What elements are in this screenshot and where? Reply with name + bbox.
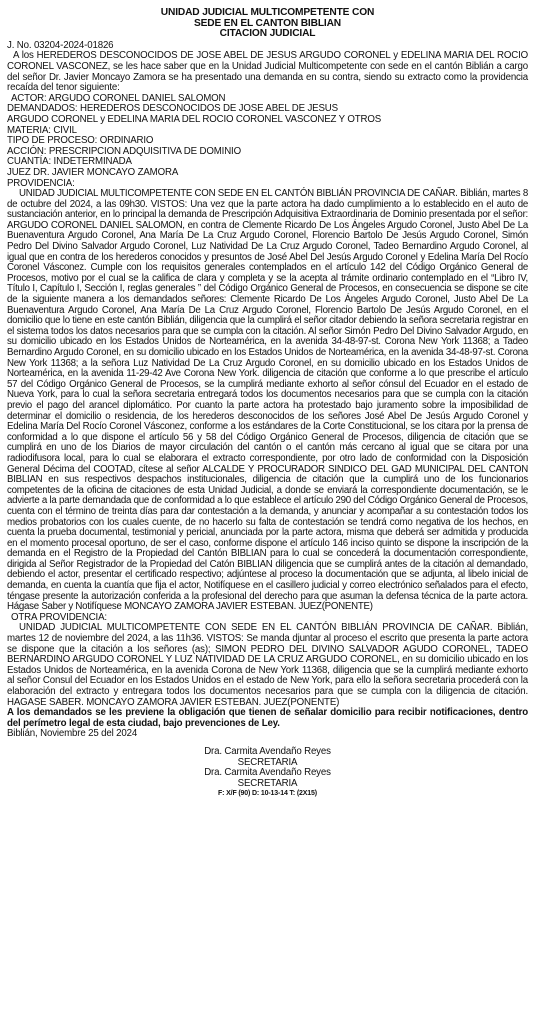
header-line-1: UNIDAD JUDICIAL MULTICOMPETENTE CON: [160, 7, 375, 18]
signature-1-title: SECRETARIA: [237, 756, 298, 768]
field-cuantia: CUANTÍA: INDETERMINADA: [7, 156, 132, 168]
signature-2-name: Dra. Carmita Avendaño Reyes: [204, 767, 331, 779]
field-juez: JUEZ DR. JAVIER MONCAYO ZAMORA: [7, 166, 179, 178]
providencia-2: UNIDAD JUDICIAL MULTICOMPETENTE CON SEDE EN EL CANTÓN BIBLIÁN PROVINCIA DE CAÑAR. Biblián, martes 12 de noviembre del 2024, a las 11h36. VISTOS: Se manda djuntar al proceso el escrito que presenta la parte actora se dispone que la citación a los señores (as); SIMON PEDRO DEL DIVINO SALVADOR AGUDO CORONEL, TADEO BERNARDINO ARGUDO CORONEL Y LUZ NATIVIDAD DE LA CRUZ ARGUDO CORONEL, en su domicilio ubicado en los Estados Unidos de Norteamérica, en la avenida Corona de New York 11368, diligencia que se la cumplirá mediante exhorto al señor Consul del Ecuador en los Estados Unidos en el estado de New York, para ello la señora secretaria procederá con la elaboración del extracto y entregara todos los documentos necesarios para que se cumpla con la diligencia de citación. HAGASE SABER. MONCAYO ZAMORA JAVIER ESTEBAN. JUEZ(PONENTE): [7, 622, 528, 708]
field-demandados-cont: ARGUDO CORONEL y EDELINA MARIA DEL ROCIO CORONEL VASCONEZ Y OTROS: [7, 113, 382, 125]
field-accion: ACCIÓN: PRESCRIPCION ADQUISITIVA DE DOMINIO: [7, 145, 241, 157]
case-fields: [7, 94, 528, 189]
field-tipo-proceso: TIPO DE PROCESO: ORDINARIO: [7, 135, 154, 147]
field-demandados: DEMANDADOS: HEREDEROS DESCONOCIDOS DE JOSE ABEL DE JESUS: [7, 103, 338, 115]
date-line: Biblián, Noviembre 25 del 2024: [7, 728, 138, 740]
signature-block: [7, 747, 528, 789]
field-actor: ACTOR: ARGUDO CORONEL DANIEL SALOMON: [11, 92, 226, 104]
otra-providencia-label: OTRA PROVIDENCIA:: [11, 611, 107, 623]
header-line-3: CITACION JUDICIAL: [219, 28, 316, 40]
notice-header: [7, 8, 528, 40]
providencia-1: UNIDAD JUDICIAL MULTICOMPETENTE CON SEDE EN EL CANTÓN BIBLIÁN PROVINCIA DE CAÑAR. Biblián, martes 8 de octubre del 2024, a las 09h30. VISTOS: Una vez que la parte actora ha dado cumplimiento a lo establecido en el auto de sustanciación anterior, en lo principal la demanda de Prescripción Adquisitiva Extraordinaria de Dominio presentada por el señor: ARGUDO CORONEL DANIEL SALOMON, en contra de Clemente Ricardo De Los Ángeles Argudo Coronel, Justo Abel De La Buenaventura Argudo Coronel, Ana María De La Cruz Argudo Coronel, Florencio Bartolo De Jesús Argudo Coronel, Simón Pedro Del Divino Salvador Argudo Coronel, Luz Natividad De La Cruz Argudo Coronel, Tadeo Bernardino Argudo Coronel, al igual que en contra de los herederos conocidos y presuntos de José Abel Del Jesús Argudo Coronel y Edelina María Del Rocío Coronel Vásconez. Cumple con los requisitos generales contemplados en el artículo 142 del Código Orgánico General de Procesos, motivo por el cual se la califica de clara y completa y se la acepta al trámite ordinario contemplado en el “Libro IV, Título I, Capítulo I, Sección I, reglas generales ” del Código Orgánico General de Procesos, en consecuencia se dispone se cite de la siguiente manera a los demandados señores: Clemente Ricardo De Los Ángeles Argudo Coronel, Justo Abel De La Buenaventura Argudo Coronel, Ana María De La Cruz Argudo Coronel, Florencio Bartolo De Jesús Argudo Coronel, en el domicilio que lo tiene en este cantón Biblián, diligencia que la cumplirá el señor citador debiendo la señora secretaria registrar en el sistema todos los datos necesarios para que se cumpla con la citación. Al señor Simón Pedro Del Divino Salvador Argudo, en su domicilio ubicado en los Estados Unidos de Norteamérica, en la avenida 34-48-97-st. Corona New York 11368; a Tadeo Bernardino Argudo Coronel, en su domicilio ubicado en los Estados Unidos de Norteamérica, en la avenida 34-48-97-st. Corona New York 11368; a la señora Luz Natividad De La Cruz Argudo Coronel, en su domicilio ubicado en los Estados Unidos de Norteamérica, en la avenida 11-29-42 Ave Corona New York. diligencia de citación que conforme a lo que prescribe el artículo 57 del Código Orgánico General de Procesos, se la cumplirá mediante exhorto al señor cónsul del Ecuador en el estado de Nueva York, para lo cual la señora secretaria entregará todos los documentos necesarios para que se cumpla con la citación previo el pago del arancel diplomático. Por cuanto la parte actora ha protestado bajo juramento sobre la imposibilidad de determinar el domicilio o residencia, de los herederos desconocidos de los señores José Abel De Jesús Argudo Coronel y Edelina María Del Rocío Coronel Vásconez, conforme a los estándares de la Corte Constitucional, se los citara por la prensa de conformidad a lo que dispone el artículo 56 y 58 del Código Orgánico General de Procesos, diligencia de citación que se cumplirá en uno de los Diarios de mayor circulación del cantón o el cantón más cercano al igual que se citara por una radiodifusora local, para lo cual se elaborara el extracto correspondiente, por otro lado de conformidad con la Disposición General Décima del COOTAD, cítese al señor ALCALDE Y PROCURADOR SINDICO DEL GAD MUNICIPAL DEL CANTON BIBLIAN en sus respectivos despachos institucionales, diligencia de citación que la cumplirá uno de los funcionarios competentes de la oficina de citaciones de esta Unidad Judicial, a donde se enviará la correspondiente documentación, se le advierte a la parte demandada que de conformidad a lo que establece el artículo 290 del Código Orgánico General de Procesos, cuenta con el término de treinta días para dar contestación a la demanda, y anunciar y acompañar a su contestación todos los medios probatorios con los cuales cuente, de no hacerlo su falta de contestación se tendrá como negativa de los hechos, en cuenta la prueba documental, testimonial y pericial, anunciada por la parte actora, misma que deberá ser admitida y producida en el momento procesal oportuno, de ser el caso, conforme dispone el artículo 146 inciso quinto se dispone la inscripción de la demanda en el Registro de la Propiedad del Cantón BIBLIAN para lo cual se concederá la documentación correspondiente, dirigida al Señor Registrador de la Propiedad del Catón BIBLIAN diligencia que se cumplirá antes de la citación al demandado, debiendo el actor, presentar el certificado respectivo; adjúntese al proceso la documentación que se adjunta, al libelo inicial de demanda, en cuenta la cuantía que fija el actor, Notifíquese en el casillero judicial y correo electrónico señalados para el efecto, téngase presente la autorización conferida a la profesional del derecho para que asuman la defensa técnica de la parte actora. Hágase Saber y Notifíquese MONCAYO ZAMORA JAVIER ESTEBAN. JUEZ(PONENTE): [7, 188, 529, 613]
footer-code: F: X/F (90) D: 10-13-14 T: (2X15): [218, 790, 317, 798]
case-number: J. No. 03204-2024-01826: [7, 39, 114, 51]
intro-paragraph: A los HEREDEROS DESCONOCIDOS DE JOSE ABEL DE JESUS ARGUDO CORONEL y EDELINA MARIA DEL ROCIO CORONEL VASCONEZ, se les hace saber que en la Unidad Judicial Multicompetente con sede en el cantón Biblián a cargo del señor Dr. Javier Moncayo Zamora se ha presentado una demanda en su contra, siendo su extracto como la providencia recaída del tenor siguiente:: [7, 50, 528, 94]
header-line-2: SEDE EN EL CANTON BIBLIAN: [193, 17, 341, 29]
signature-1-name: Dra. Carmita Avendaño Reyes: [204, 745, 331, 757]
field-providencia-label: PROVIDENCIA:: [7, 177, 75, 189]
field-materia: MATERIA: CIVIL: [7, 124, 77, 136]
signature-2-title: SECRETARIA: [237, 777, 298, 789]
warning-paragraph: A los demandados se les previene la obligación que tienen de señalar domicilio para recibir notificaciones, dentro del perímetro legal de esta ciudad, bajo prevenciones de Ley.: [7, 707, 528, 729]
